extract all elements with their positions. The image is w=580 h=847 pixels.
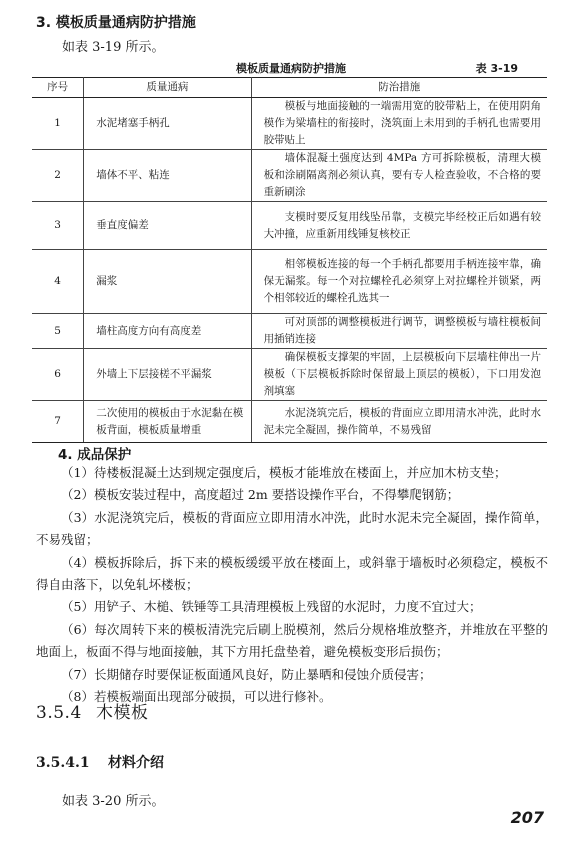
- row-defect: 外墙上下层接槎不平漏浆: [84, 349, 251, 401]
- row-defect: 二次使用的模板由于水泥黏在模板背面，模板质量增重: [84, 401, 251, 443]
- table-row: [32, 401, 547, 443]
- row-defect: 垂直度偏差: [84, 202, 251, 250]
- row-measure: [251, 98, 547, 150]
- table-header-row: [32, 78, 547, 98]
- subsubsection-title: 材料介绍: [108, 755, 164, 771]
- protection-list: [36, 462, 548, 708]
- table-row: [32, 349, 547, 401]
- row-no: 7: [32, 401, 84, 443]
- row-no: 4: [32, 250, 84, 314]
- measures-table: [32, 77, 547, 443]
- header-measures: 防治措施: [251, 78, 547, 98]
- table-row: [32, 202, 547, 250]
- subsubsection-number: 3.5.4.1: [36, 755, 90, 771]
- row-no: 6: [32, 349, 84, 401]
- list-item: （6）每次周转下来的模板清洗完后刷上脱模剂，然后分规格堆放整齐，并堆放在平整的地面上，板面不得与地面接触，其下方用托盘垫着，避免模板变形后损伤；: [36, 621, 548, 660]
- table-number: 表 3-19: [475, 62, 518, 75]
- table-row: [32, 250, 547, 314]
- row-no: 3: [32, 202, 84, 250]
- row-no: 5: [32, 314, 84, 349]
- list-item: （3）水泥浇筑完后，模板的背面应立即用清水冲洗，此时水泥未完全凝固，操作简单，不易残留；: [36, 509, 548, 548]
- header-defect: 质量通病: [84, 78, 251, 98]
- list-item: （4）模板拆除后，拆下来的模板缓缓平放在楼面上，或斜靠于墙板时必须稳定，模板不得自由落下，以免轧坏楼板；: [36, 554, 548, 593]
- subsection-title: 木模板: [96, 703, 149, 723]
- list-item: （5）用铲子、木槌、铁锤等工具清理模板上残留的水泥时，力度不宜过大；: [61, 599, 482, 615]
- row-defect: 墙体不平、粘连: [84, 150, 251, 202]
- table-row: [32, 150, 547, 202]
- table-row: [32, 98, 547, 150]
- row-no: 1: [32, 98, 84, 150]
- subsubsection-heading: [36, 752, 164, 772]
- section-heading: 3. 模板质量通病防护措施: [36, 15, 196, 31]
- table-row: [32, 314, 547, 349]
- row-no: 2: [32, 150, 84, 202]
- section-intro-2: 如表 3-20 所示。: [62, 794, 165, 809]
- table-caption: 模板质量通病防护措施: [236, 62, 346, 75]
- list-item: （1）待楼板混凝土达到规定强度后，模板才能堆放在楼面上，并应加木枋支垫；: [61, 465, 507, 480]
- row-measure-text: 墙体混凝土强度达到 4MPa 方可拆除模板，清理大模板和涂刷隔离剂必须认真，要有专人检查验收，不合格的要重新刷涂: [263, 152, 541, 198]
- section-intro: 如表 3-19 所示。: [62, 40, 165, 55]
- row-measure: [251, 349, 547, 401]
- row-defect: 水泥堵塞手柄孔: [84, 98, 251, 150]
- row-measure: [251, 202, 547, 250]
- row-measure-text: 可对顶部的调整模板进行调节，调整模板与墙柱模板间用插销连接: [263, 316, 541, 345]
- row-measure-text: 支模时要反复用线坠吊靠，支模完毕经校正后如遇有较大冲撞，应重新用线锤复核校正: [263, 210, 541, 240]
- row-measure-text: 模板与地面接触的一端需用宽的胶带粘上，在使用阴角模作为梁墙柱的衔接时，浇筑面上未用到的手柄孔也需要用胶带贴上: [263, 100, 541, 146]
- subsection-number: 3.5.4: [36, 703, 82, 723]
- page-number: 207: [510, 808, 544, 827]
- section-heading-protection: 4. 成品保护: [58, 447, 132, 463]
- row-measure-text: 水泥浇筑完后，模板的背面应立即用清水冲洗，此时水泥未完全凝固，操作简单，不易残留: [263, 406, 541, 436]
- row-measure: [251, 401, 547, 443]
- list-item: （2）模板安装过程中，高度超过 2m 要搭设操作平台，不得攀爬钢筋；: [61, 487, 460, 503]
- row-defect: 墙柱高度方向有高度差: [84, 314, 251, 349]
- row-measure: [251, 150, 547, 202]
- row-measure: [251, 250, 547, 314]
- list-item: （8）若模板端面出现部分破损，可以进行修补。: [61, 689, 332, 705]
- header-no: 序号: [32, 78, 84, 98]
- row-measure-text: 确保模板支撑架的牢固，上层模板向下层墙柱伸出一片模板（下层模板拆除时保留最上顶层的模板），下口用发泡剂填塞: [263, 351, 541, 397]
- list-item: （7）长期储存时要保证板面通风良好，防止暴晒和侵蚀介质侵害；: [61, 666, 432, 682]
- row-measure: [251, 314, 547, 349]
- subsection-heading: [36, 698, 149, 723]
- row-measure-text: 相邻模板连接的每一个手柄孔都要用手柄连接牢靠，确保无漏浆。每一个对拉螺栓孔必须穿上对拉螺栓并锁紧，两个相邻较近的螺栓孔选其一: [263, 258, 541, 304]
- row-defect: 漏浆: [84, 250, 251, 314]
